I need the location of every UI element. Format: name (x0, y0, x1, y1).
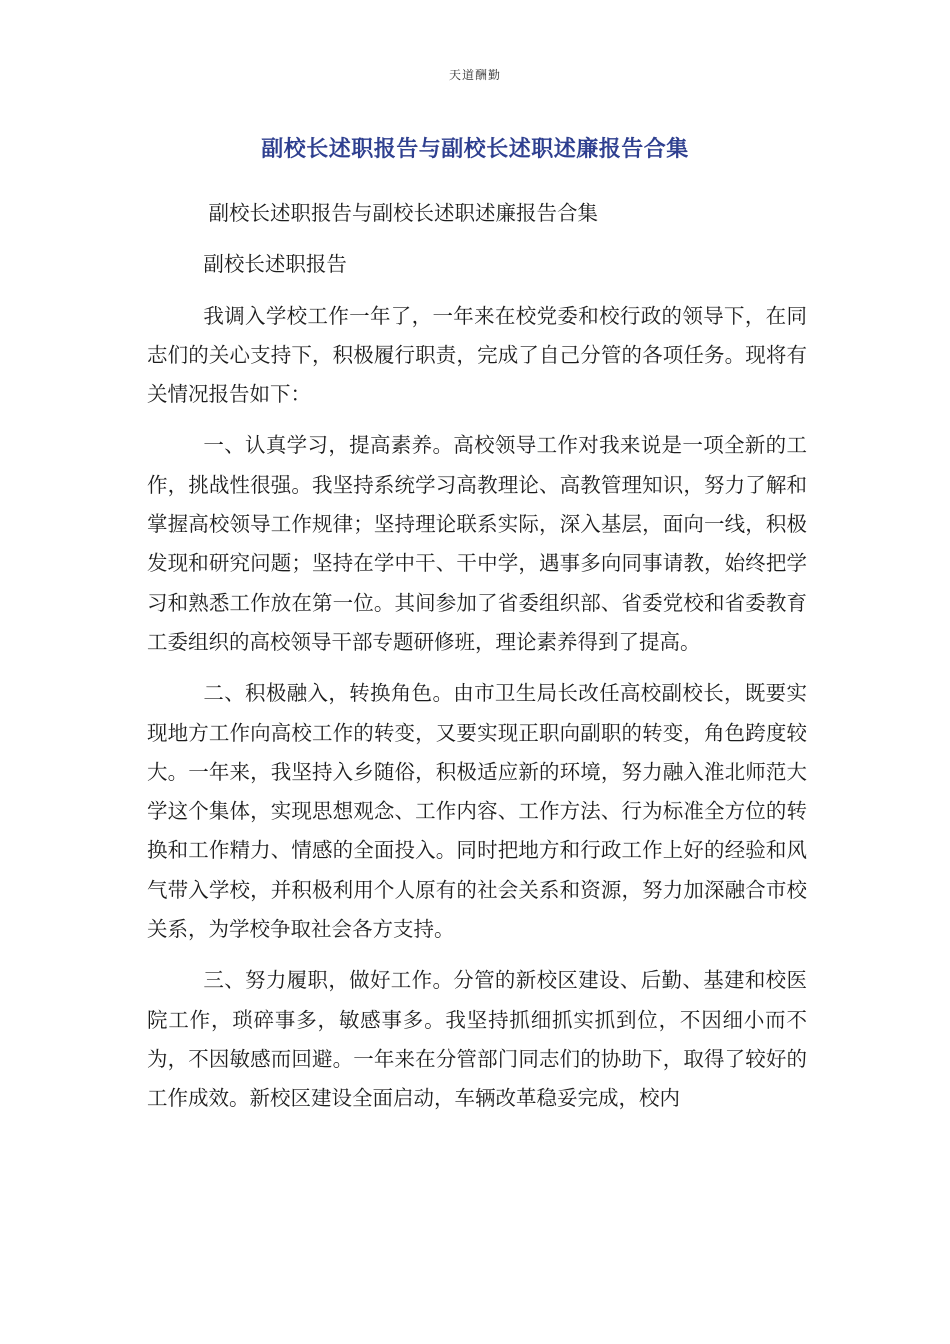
body-paragraph-intro: 我调入学校工作一年了，一年来在校党委和校行政的领导下，在同志们的关心支持下，积极履行职责，完成了自己分管的各项任务。现将有关情况报告如下： (147, 303, 807, 407)
document-subtitle: 副校长述职报告与副校长述职述廉报告合集 (208, 201, 598, 225)
document-body (147, 194, 807, 1119)
section-heading: 副校长述职报告 (203, 252, 347, 277)
page-header: 天道酬勤 (448, 68, 501, 82)
document-title: 副校长述职报告与副校长述职述廉报告合集 (261, 137, 689, 162)
body-paragraph-study: 一、认真学习，提高素养。高校领导工作对我来说是一项全新的工作，挑战性很强。我坚持系统学习高教理论、高教管理知识，努力了解和掌握高校领导工作规律；坚持理论联系实际，深入基层，面向一线，积极发现和研究问题；坚持在学中干、干中学，遇事多向同事请教，始终把学习和熟悉工作放在第一位。其间参加了省委组织部、省委党校和省委教育工委组织的高校领导干部专题研修班，理论素养得到了提高。 (147, 433, 807, 654)
body-paragraph-integration: 二、积极融入，转换角色。由市卫生局长改任高校副校长，既要实现地方工作向高校工作的转变，又要实现正职向副职的转变，角色跨度较大。一年来，我坚持入乡随俗，积极适应新的环境，努力融入淮北师范大学这个集体，实现思想观念、工作内容、工作方法、行为标准全方位的转换和工作精力、情感的全面投入。同时把地方和行政工作上好的经验和风气带入学校，并积极利用个人原有的社会关系和资源，努力加深融合市校关系，为学校争取社会各方支持。 (147, 681, 807, 942)
body-paragraph-duties: 三、努力履职，做好工作。分管的新校区建设、后勤、基建和校医院工作，琐碎事多，敏感事多。我坚持抓细抓实抓到位，不因细小而不为，不因敏感而回避。一年来在分管部门同志们的协助下，取得了较好的工作成效。新校区建设全面启动，车辆改革稳妥完成，校内 (147, 968, 807, 1111)
